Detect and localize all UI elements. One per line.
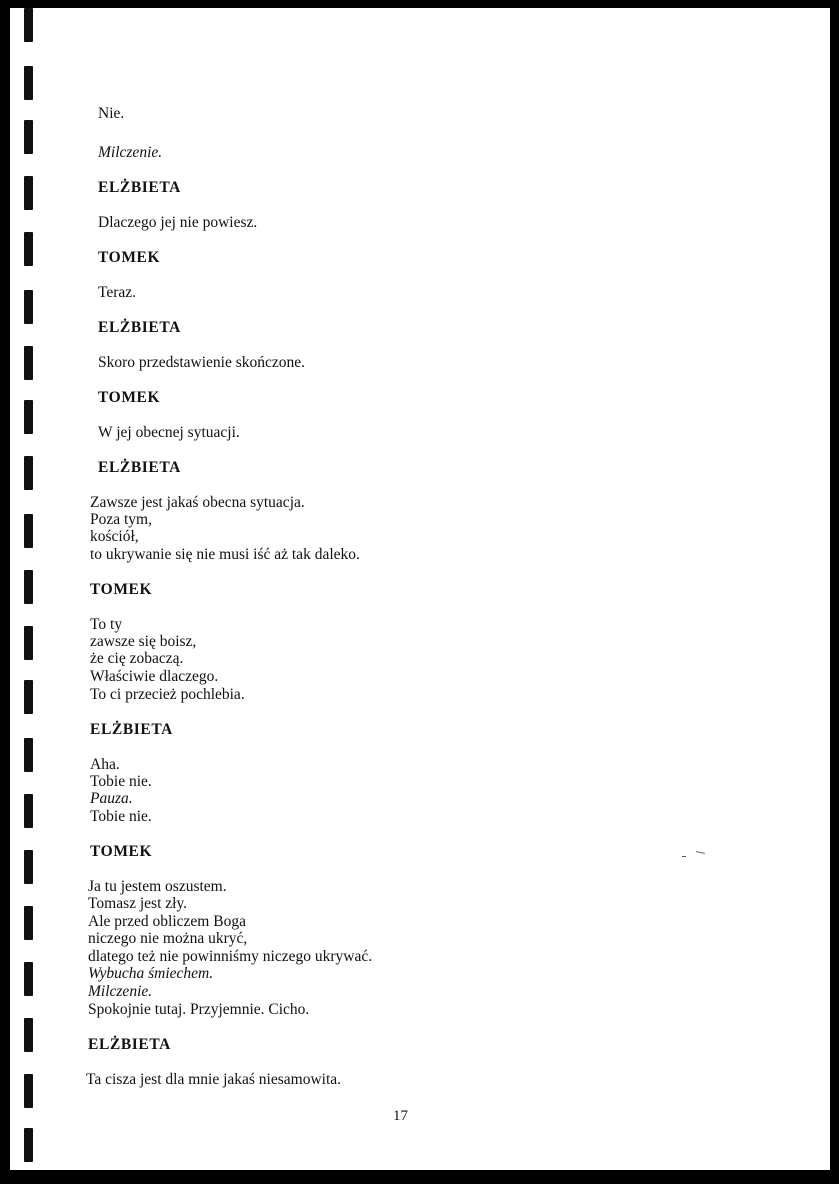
dialogue-line: Dlaczego jej nie powiesz.	[98, 214, 258, 231]
dialogue-line: niczego nie można ukryć,	[88, 930, 248, 947]
binding-hole	[24, 66, 33, 100]
binding-hole	[24, 570, 33, 604]
dialogue-line: Aha.	[90, 756, 120, 773]
scanned-page	[10, 8, 830, 1170]
page-number: 17	[393, 1108, 408, 1124]
dialogue-line: Tomasz jest zły.	[88, 895, 188, 912]
binding-hole	[24, 962, 33, 996]
speaker-name: ELŻBIETA	[98, 459, 181, 476]
speaker-name: ELŻBIETA	[90, 721, 173, 738]
speaker-name: TOMEK	[90, 843, 153, 860]
binding-hole	[24, 120, 33, 154]
binding-hole	[24, 906, 33, 940]
stage-direction: Pauza.	[90, 790, 133, 807]
dialogue-line: Poza tym,	[90, 511, 152, 528]
binding-hole	[24, 850, 33, 884]
dialogue-line: W jej obecnej sytuacji.	[98, 424, 240, 441]
speaker-name: ELŻBIETA	[98, 319, 181, 336]
binding-hole	[24, 626, 33, 660]
scan-speck	[682, 856, 686, 857]
dialogue-line: to ukrywanie się nie musi iść aż tak daleko.	[90, 546, 360, 563]
binding-hole	[24, 514, 33, 548]
dialogue-line: Zawsze jest jakaś obecna sytuacja.	[90, 494, 305, 511]
dialogue-line: Spokojnie tutaj. Przyjemnie. Cicho.	[88, 1001, 310, 1018]
binding-hole	[24, 738, 33, 772]
binding-hole	[24, 290, 33, 324]
speaker-name: ELŻBIETA	[88, 1036, 171, 1053]
dialogue-line: Teraz.	[98, 284, 137, 301]
scan-speck	[696, 851, 705, 854]
binding-hole	[24, 8, 33, 42]
dialogue-line: Skoro przedstawienie skończone.	[98, 354, 306, 371]
dialogue-line: zawsze się boisz,	[90, 633, 197, 650]
binding-hole	[24, 1018, 33, 1052]
dialogue-line: Ja tu jestem oszustem.	[88, 878, 227, 895]
binding-hole	[24, 1074, 33, 1108]
speaker-name: ELŻBIETA	[98, 179, 181, 196]
binding-hole	[24, 176, 33, 210]
binding-hole	[24, 346, 33, 380]
binding-hole	[24, 680, 33, 714]
dialogue-line: kościół,	[90, 528, 139, 545]
speaker-name: TOMEK	[98, 249, 161, 266]
dialogue-line: Nie.	[98, 105, 125, 122]
binding-hole	[24, 1128, 33, 1162]
dialogue-line: Tobie nie.	[90, 808, 152, 825]
binding-hole	[24, 456, 33, 490]
dialogue-line: że cię zobaczą.	[90, 650, 184, 667]
speaker-name: TOMEK	[98, 389, 161, 406]
dialogue-line: Właściwie dlaczego.	[90, 668, 219, 685]
dialogue-line: dlatego też nie powinniśmy niczego ukrywać.	[88, 948, 373, 965]
dialogue-line: Ale przed obliczem Boga	[88, 913, 246, 930]
dialogue-line: To ci przecież pochlebia.	[90, 686, 245, 703]
dialogue-line: Tobie nie.	[90, 773, 152, 790]
binding-hole	[24, 400, 33, 434]
stage-direction: Milczenie.	[98, 144, 163, 161]
binding-hole	[24, 794, 33, 828]
dialogue-line: To ty	[90, 616, 123, 633]
speaker-name: TOMEK	[90, 581, 153, 598]
stage-direction: Milczenie.	[88, 983, 153, 1000]
stage-direction: Wybucha śmiechem.	[88, 965, 214, 982]
dialogue-line: Ta cisza jest dla mnie jakaś niesamowita.	[86, 1071, 342, 1088]
binding-hole	[24, 232, 33, 266]
